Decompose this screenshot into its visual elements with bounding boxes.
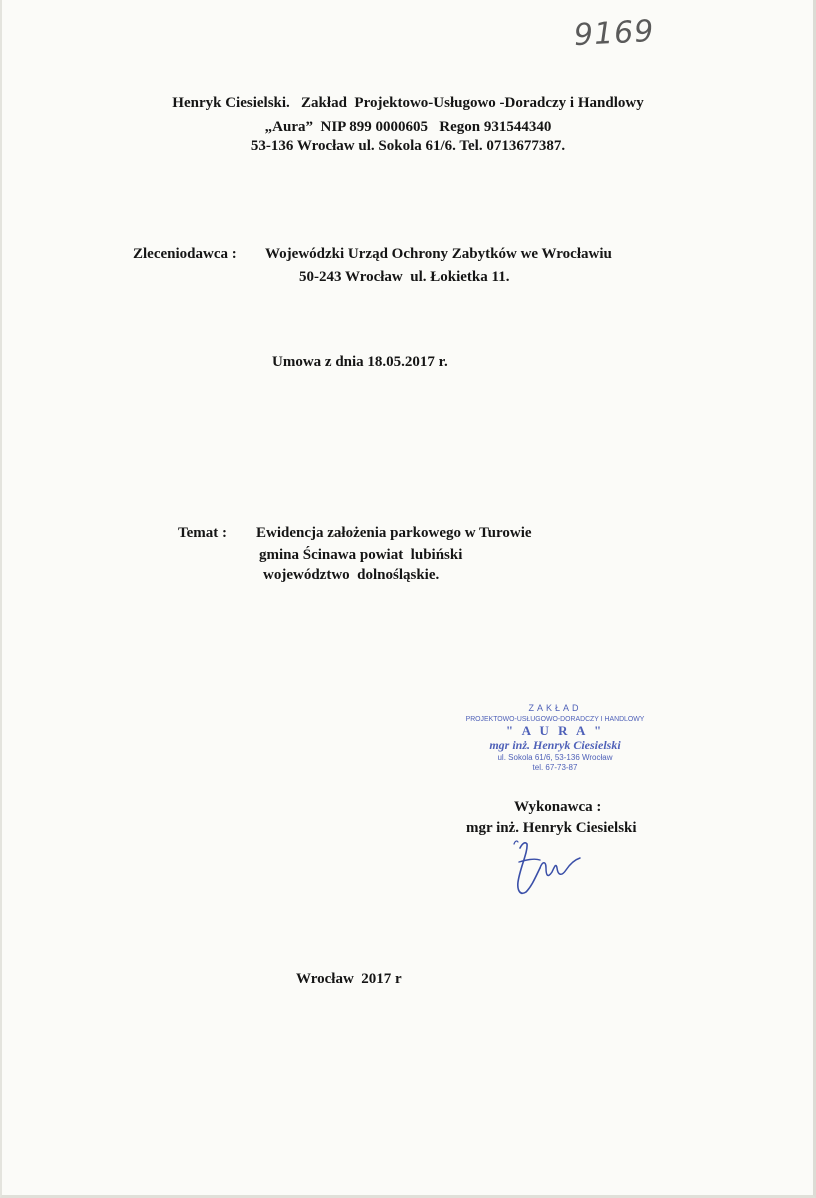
archive-number: 9169 — [573, 13, 656, 54]
stamp-line-3: " A U R A " — [505, 723, 605, 738]
contractor-label: Wykonawca : — [514, 799, 602, 815]
client-name: Wojewódzki Urząd Ochrony Zabytków we Wrocławiu — [265, 246, 612, 262]
subject-line-2: gmina Ścinawa powiat lubiński — [259, 547, 463, 563]
place-and-year: Wrocław 2017 r — [296, 971, 402, 987]
header-line-ids: „Aura” NIP 899 0000605 Regon 931544340 — [264, 119, 552, 135]
subject-label: Temat : — [178, 525, 228, 541]
header-line-address: 53-136 Wrocław ul. Sokola 61/6. Tel. 0713677387. — [250, 138, 566, 154]
company-stamp — [440, 703, 670, 773]
contractor-name: mgr inż. Henryk Ciesielski — [466, 820, 637, 836]
client-address: 50-243 Wrocław ul. Łokietka 11. — [299, 269, 510, 285]
stamp-line-5: ul. Sokola 61/6, 53-136 Wrocław — [497, 753, 613, 762]
stamp-line-1: ZAKŁAD — [528, 703, 582, 713]
subject-line-1: Ewidencja założenia parkowego w Turowie — [256, 525, 532, 541]
subject-line-3: województwo dolnośląskie. — [263, 567, 440, 583]
client-label: Zleceniodawca : — [133, 246, 237, 262]
stamp-line-4: mgr inż. Henryk Ciesielski — [489, 738, 621, 752]
handwritten-signature — [506, 838, 586, 900]
stamp-line-2: PROJEKTOWO-USŁUGOWO-DORADCZY I HANDLOWY — [465, 714, 645, 723]
contract-date: Umowa z dnia 18.05.2017 r. — [272, 354, 448, 370]
header-line-company: Henryk Ciesielski. Zakład Projektowo-Usługowo -Doradczy i Handlowy — [172, 95, 644, 111]
stamp-line-6: tel. 67-73-87 — [532, 763, 578, 772]
